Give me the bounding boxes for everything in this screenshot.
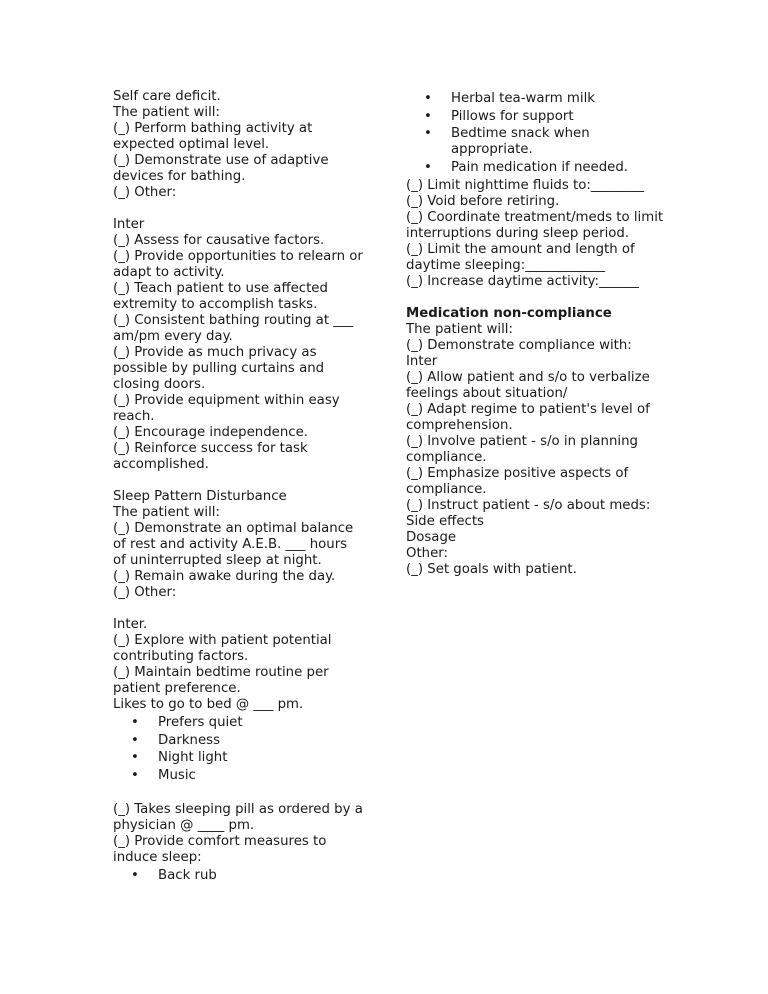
sleep-preferences-list xyxy=(113,715,363,784)
sleep-title: Sleep Pattern Disturbance xyxy=(113,489,287,504)
self-care-patient-will: The patient will: xyxy=(113,105,220,120)
med-topic: Other: xyxy=(406,546,449,562)
sleep-intervention: (_) Coordinate treatment/meds to limit interruptions during sleep period. xyxy=(406,210,664,242)
list-item: • Darkness xyxy=(113,733,363,749)
list-item: • Music xyxy=(113,768,363,784)
list-item: • Pain medication if needed. xyxy=(406,160,664,176)
list-item: • Prefers quiet xyxy=(113,715,363,731)
sleep-intervention: Likes to go to bed @ ___ pm. xyxy=(113,697,304,712)
self-care-intervention: (_) Assess for causative factors. xyxy=(113,233,325,248)
list-item: • Back rub xyxy=(113,868,363,884)
sleep-goal: (_) Other: xyxy=(113,585,177,600)
spacer xyxy=(113,473,363,489)
med-intervention: (_) Allow patient and s/o to verbalize feelings about situation/ xyxy=(406,370,650,402)
sleep-intervention: (_) Void before retiring. xyxy=(406,194,560,210)
sleep-patient-will: The patient will: xyxy=(113,505,220,520)
self-care-inter-label: Inter xyxy=(113,217,145,232)
med-intervention: (_) Set goals with patient. xyxy=(406,562,577,578)
spacer xyxy=(113,201,363,217)
self-care-intervention: (_) Teach patient to use affected extremity to accomplish tasks. xyxy=(113,281,328,312)
sleep-intervention: (_) Provide comfort measures to induce sleep: xyxy=(113,834,327,866)
comfort-measures-list xyxy=(113,868,363,884)
list-item: • Pillows for support xyxy=(406,109,664,125)
med-intervention: (_) Involve patient - s/o in planning compliance. xyxy=(406,434,638,466)
left-column xyxy=(113,89,363,886)
self-care-goal: (_) Other: xyxy=(113,185,177,200)
sleep-intervention: (_) Limit nighttime fluids to:________ xyxy=(406,178,645,194)
sleep-intervention: (_) Takes sleeping pill as ordered by a physician @ ____ pm. xyxy=(113,802,363,834)
self-care-goal: (_) Perform bathing activity at expected optimal level. xyxy=(113,121,313,152)
sleep-intervention: (_) Maintain bedtime routine per patient preference. xyxy=(113,665,329,696)
list-item: • Night light xyxy=(113,750,363,766)
med-topic: Side effects xyxy=(406,514,484,530)
comfort-measures-list-cont xyxy=(406,91,664,176)
med-intervention: (_) Emphasize positive aspects of compliance. xyxy=(406,466,629,498)
self-care-title: Self care deficit. xyxy=(113,89,221,104)
list-item: • Bedtime snack when appropriate. xyxy=(406,126,664,158)
right-column xyxy=(406,89,664,578)
self-care-intervention: (_) Encourage independence. xyxy=(113,425,308,440)
spacer xyxy=(113,786,363,802)
med-patient-will: The patient will: xyxy=(406,322,513,338)
med-topic: Dosage xyxy=(406,530,457,546)
med-goal: (_) Demonstrate compliance with: xyxy=(406,338,632,354)
sleep-intervention: (_) Explore with patient potential contributing factors. xyxy=(113,633,332,664)
sleep-goal: (_) Demonstrate an optimal balance of rest and activity A.E.B. ___ hours of uninterrupted sleep at night. xyxy=(113,521,354,568)
med-inter-label: Inter xyxy=(406,354,438,370)
med-intervention: (_) Adapt regime to patient's level of comprehension. xyxy=(406,402,650,434)
list-item: • Herbal tea-warm milk xyxy=(406,91,664,107)
sleep-intervention: (_) Increase daytime activity:______ xyxy=(406,274,639,290)
self-care-intervention: (_) Consistent bathing routing at ___ am/pm every day. xyxy=(113,313,354,344)
spacer xyxy=(113,601,363,617)
sleep-intervention: (_) Limit the amount and length of daytime sleeping:____________ xyxy=(406,242,635,274)
self-care-intervention: (_) Provide opportunities to relearn or adapt to activity. xyxy=(113,249,363,280)
med-title: Medication non-compliance xyxy=(406,306,612,322)
self-care-goal: (_) Demonstrate use of adaptive devices for bathing. xyxy=(113,153,329,184)
self-care-intervention: (_) Reinforce success for task accomplished. xyxy=(113,441,308,472)
sleep-goal: (_) Remain awake during the day. xyxy=(113,569,336,584)
med-intervention: (_) Instruct patient - s/o about meds: xyxy=(406,498,651,514)
sleep-inter-label: Inter. xyxy=(113,617,148,632)
self-care-intervention: (_) Provide as much privacy as possible by pulling curtains and closing doors. xyxy=(113,345,325,392)
self-care-intervention: (_) Provide equipment within easy reach. xyxy=(113,393,340,424)
